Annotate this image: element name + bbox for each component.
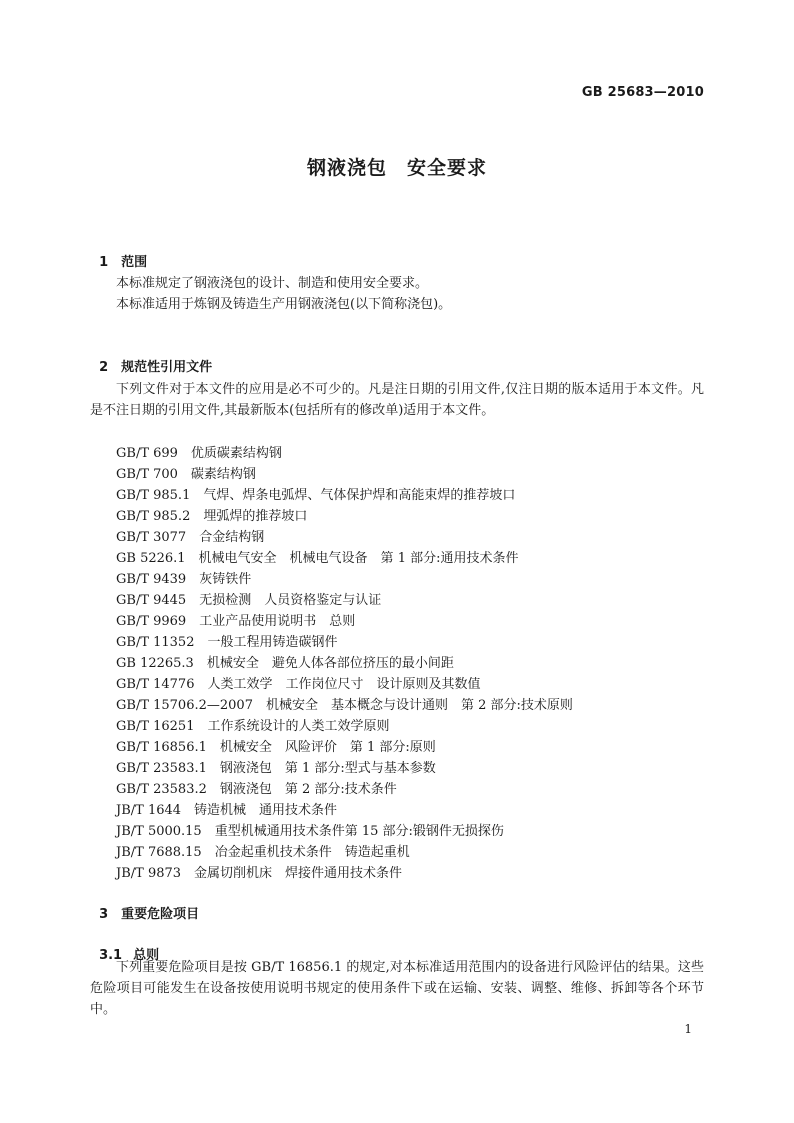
standard-code: GB 25683—2010 [581,85,704,100]
list-item: GB 12265.3 机械安全 避免人体各部位挤压的最小间距 [116,656,454,671]
list-item: GB/T 16251 工作系统设计的人类工效学原则 [116,719,390,734]
list-item: GB/T 985.1 气焊、焊条电弧焊、气体保护焊和高能束焊的推荐坡口 [116,488,516,503]
list-item: GB/T 14776 人类工效学 工作岗位尺寸 设计原则及其数值 [116,677,481,692]
section-2-heading [90,341,212,375]
list-item: GB/T 700 碳素结构钢 [116,467,256,482]
list-item: GB/T 11352 一般工程用铸造碳钢件 [116,635,338,650]
subsection-title: 总则 [133,948,160,963]
general-paragraph: 下列重要危险项目是按 GB/T 16856.1 的规定,对本标准适用范围内的设备进行风险评估的结果。这些危险项目可能发生在设备按使用说明书规定的使用条件下或在运输、安装、调整、维修、拆卸等各个环节中。 [90,960,704,1017]
section-1-heading [90,236,147,270]
scope-line: 本标准适用于炼钢及铸造生产用钢液浇包(以下简称浇包)。 [116,297,452,312]
list-item: GB/T 15706.2—2007 机械安全 基本概念与设计通则 第 2 部分:技术原则 [116,698,573,713]
section-title: 重要危险项目 [121,907,200,922]
list-item: JB/T 7688.15 冶金起重机技术条件 铸造起重机 [116,845,410,860]
list-item: GB/T 23583.1 钢液浇包 第 1 部分:型式与基本参数 [116,761,436,776]
section-title: 规范性引用文件 [121,360,213,375]
list-item: JB/T 9873 金属切削机床 焊接件通用技术条件 [116,866,403,881]
list-item: JB/T 5000.15 重型机械通用技术条件第 15 部分:锻钢件无损探伤 [116,824,504,839]
scope-line: 本标准规定了钢液浇包的设计、制造和使用安全要求。 [116,276,429,291]
list-item: GB/T 3077 合金结构钢 [116,530,265,545]
section-title: 范围 [121,255,148,270]
section-number: 3 [99,907,109,922]
list-item: JB/T 1644 铸造机械 通用技术条件 [116,803,338,818]
list-item: GB/T 9969 工业产品使用说明书 总则 [116,614,356,629]
list-item: GB/T 23583.2 钢液浇包 第 2 部分:技术条件 [116,782,397,797]
reference-list [116,443,573,884]
section-number: 2 [99,360,109,375]
references-intro: 下列文件对于本文件的应用是必不可少的。凡是注日期的引用文件,仅注日期的版本适用于本文件。凡是不注日期的引用文件,其最新版本(包括所有的修改单)适用于本文件。 [90,382,704,418]
subsection-number: 3.1 [99,948,123,963]
list-item: GB/T 985.2 埋弧焊的推荐坡口 [116,509,308,524]
document-title: 钢液浇包 安全要求 [306,157,487,179]
list-item: GB/T 9445 无损检测 人员资格鉴定与认证 [116,593,382,608]
page-number: 1 [684,1022,692,1036]
section-3-heading [90,888,199,922]
list-item: GB/T 9439 灰铸铁件 [116,572,252,587]
section-number: 1 [99,255,109,270]
list-item: GB/T 16856.1 机械安全 风险评价 第 1 部分:原则 [116,740,436,755]
list-item: GB/T 699 优质碳素结构钢 [116,446,282,461]
list-item: GB 5226.1 机械电气安全 机械电气设备 第 1 部分:通用技术条件 [116,551,519,566]
